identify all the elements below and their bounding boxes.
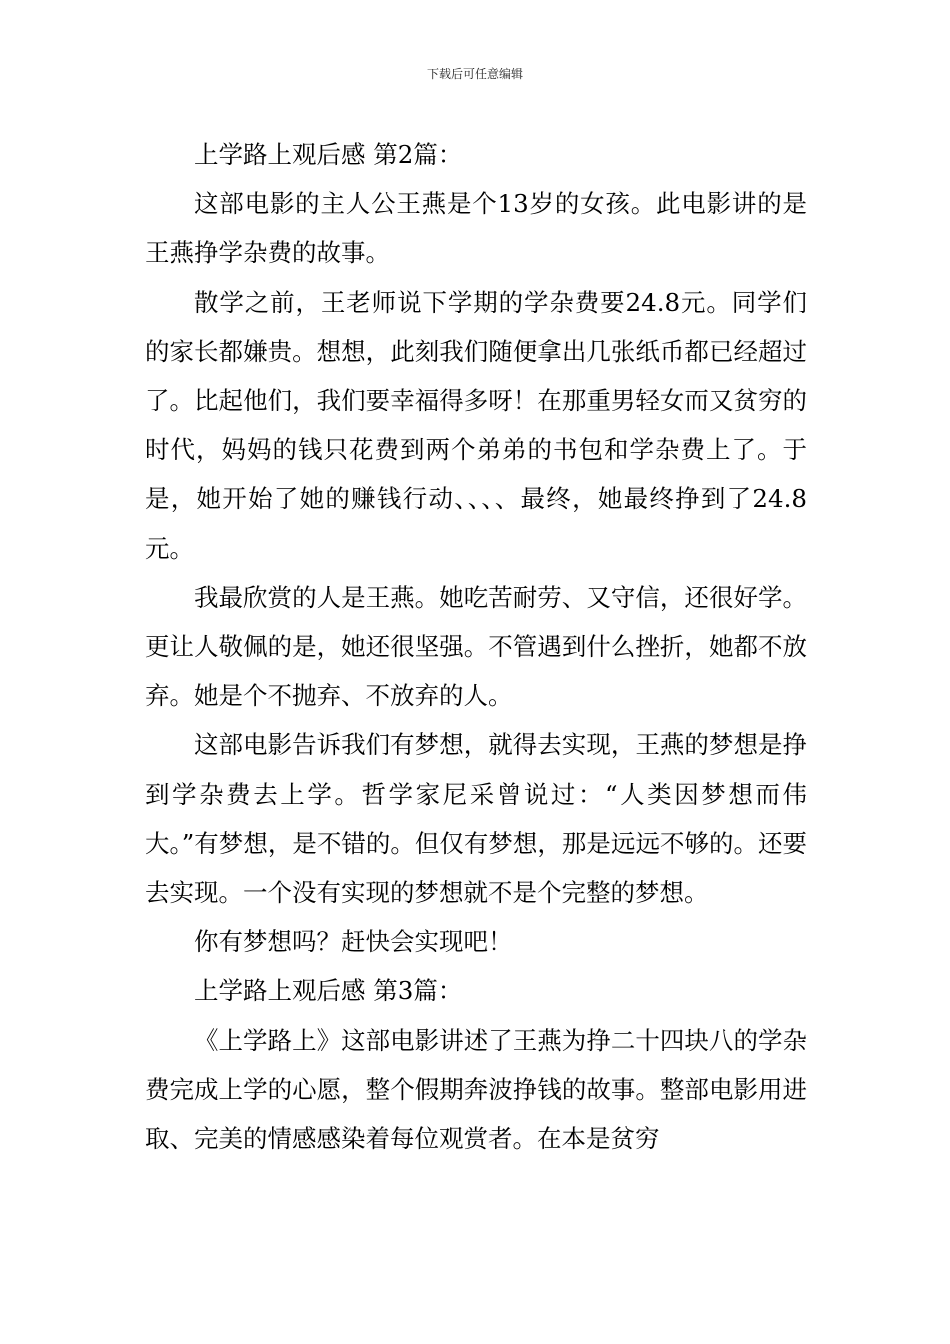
paragraph: 这部电影告诉我们有梦想，就得去实现，王燕的梦想是挣到学杂费去上学。哲学家尼采曾说过：“人类因梦想而伟大。”有梦想，是不错的。但仅有梦想，那是远远不够的。还要去实现。一个没有实现的梦想就不是个完整的梦想。 [145, 730, 807, 908]
paragraph: 散学之前，王老师说下学期的学杂费要24.8元。同学们的家长都嫌贵。想想，此刻我们随便拿出几张纸币都已经超过了。比起他们，我们要幸福得多呀！在那重男轻女而又贫穷的时代，妈妈的钱只花费到两个弟弟的书包和学杂费上了。于是，她开始了她的赚钱行动、、、、最终，她最终挣到了24.8元。 [145, 287, 807, 563]
paragraph: 这部电影的主人公王燕是个13岁的女孩。此电影讲的是王燕挣学杂费的故事。 [145, 189, 807, 268]
document-body [145, 130, 807, 1163]
page-header: 下载后可任意编辑 [426, 67, 523, 81]
section-heading-3: 上学路上观后感 第3篇： [194, 976, 463, 1006]
section-heading-2: 上学路上观后感 第2篇： [194, 140, 463, 169]
paragraph: 我最欣赏的人是王燕。她吃苦耐劳、又守信，还很好学。更让人敬佩的是，她还很坚强。不管遇到什么挫折，她都不放弃。她是个不抛弃、不放弃的人。 [145, 582, 807, 711]
paragraph: 《上学路上》这部电影讲述了王燕为挣二十四块八的学杂费完成上学的心愿，整个假期奔波挣钱的故事。整部电影用进取、完美的情感感染着每位观赏者。在本是贫穷 [145, 1025, 807, 1154]
paragraph: 你有梦想吗？赶快会实现吧！ [194, 927, 513, 957]
